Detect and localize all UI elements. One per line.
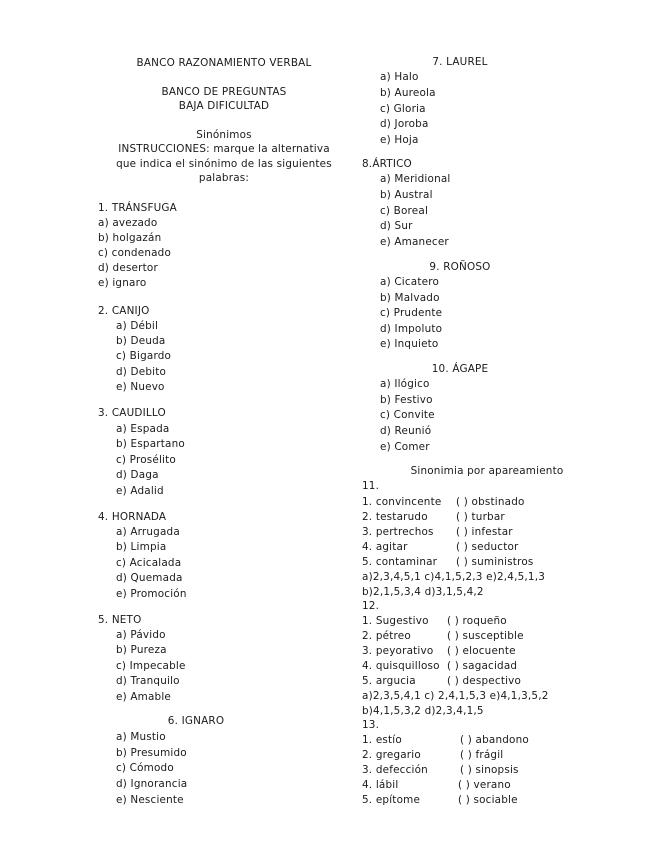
pair-left: 3. defección — [362, 764, 428, 776]
pair-left: 3. peyorativo — [362, 645, 434, 657]
pair-left: 2. pétreo — [362, 630, 411, 642]
option: c) Gloria — [380, 103, 426, 115]
question-title: 9. ROÑOSO — [429, 261, 491, 273]
subtitle-bank: BANCO DE PREGUNTAS — [161, 86, 287, 98]
question-title: 1. TRÁNSFUGA — [98, 202, 177, 214]
option: a) Pávido — [116, 629, 166, 641]
option: a) avezado — [98, 217, 158, 229]
pair-right: ( ) elocuente — [447, 645, 516, 657]
pair-left: 4. quisquilloso — [362, 660, 440, 672]
instructions-line-3: palabras: — [198, 172, 250, 184]
option: b) Festivo — [380, 394, 433, 406]
option: b) Malvado — [380, 292, 440, 304]
option: a) Espada — [116, 423, 170, 435]
question-title: 5. NETO — [98, 614, 142, 626]
answer-line: b)4,1,5,3,2 d)2,3,4,1,5 — [362, 705, 484, 717]
pair-right: ( ) obstinado — [456, 496, 525, 508]
option: e) ignaro — [98, 277, 147, 289]
matching-number: 11. — [362, 480, 380, 492]
option: b) Limpia — [116, 541, 167, 553]
option: e) Nuevo — [116, 381, 165, 393]
pair-left: 4. lábil — [362, 779, 399, 791]
option: b) holgazán — [98, 232, 162, 244]
pair-right: ( ) susceptible — [447, 630, 524, 642]
question-title: 10. ÁGAPE — [431, 363, 489, 375]
pair-right: ( ) turbar — [456, 511, 505, 523]
question-title: 7. LAUREL — [432, 56, 488, 68]
option: d) Reunió — [380, 425, 432, 437]
pair-right: ( ) despectivo — [447, 675, 522, 687]
option: a) Cicatero — [380, 276, 440, 288]
option: b) Aureola — [380, 87, 436, 99]
bank-title: BANCO RAZONAMIENTO VERBAL — [136, 57, 312, 69]
option: b) Presumido — [116, 747, 187, 759]
matching-title: Sinonimia por apareamiento — [410, 465, 564, 477]
option: a) Ilógico — [380, 378, 430, 390]
option: c) Convite — [380, 409, 435, 421]
pair-right: ( ) roqueño — [447, 615, 507, 627]
pair-right: ( ) suministros — [456, 556, 534, 568]
pair-right: ( ) frágil — [460, 749, 504, 761]
option: d) Daga — [116, 469, 159, 481]
pair-left: 4. agitar — [362, 541, 408, 553]
option: b) Espartano — [116, 438, 185, 450]
matching-number: 12. — [362, 600, 380, 612]
option: c) Prosélito — [116, 454, 176, 466]
pair-right: ( ) verano — [458, 779, 511, 791]
answer-line: a)2,3,5,4,1 c) 2,4,1,5,3 e)4,1,3,5,2 — [362, 690, 549, 702]
answer-line: b)2,1,5,3,4 d)3,1,5,4,2 — [362, 586, 484, 598]
option: d) Impoluto — [380, 323, 443, 335]
option: a) Débil — [116, 320, 159, 332]
pair-left: 3. pertrechos — [362, 526, 434, 538]
option: c) Boreal — [380, 205, 429, 217]
option: d) Debito — [116, 366, 167, 378]
option: c) Bigardo — [116, 350, 172, 362]
option: a) Meridional — [380, 173, 451, 185]
option: b) Pureza — [116, 644, 167, 656]
pair-left: 5. epítome — [362, 794, 421, 806]
option: e) Promoción — [116, 588, 187, 600]
option: d) desertor — [98, 262, 158, 274]
option: e) Hoja — [380, 134, 419, 146]
option: d) Joroba — [380, 118, 429, 130]
pair-right: ( ) sociable — [458, 794, 518, 806]
question-title: 4. HORNADA — [98, 511, 167, 523]
option: c) Acicalada — [116, 557, 182, 569]
pair-right: ( ) seductor — [456, 541, 519, 553]
pair-right: ( ) abandono — [460, 734, 529, 746]
option: e) Nesciente — [116, 794, 184, 806]
option: d) Quemada — [116, 572, 183, 584]
pair-right: ( ) sagacidad — [447, 660, 518, 672]
section-title: Sinónimos — [196, 129, 252, 141]
subtitle-difficulty: BAJA DIFICULTAD — [178, 100, 270, 112]
option: e) Amanecer — [380, 236, 449, 248]
pair-left: 2. gregario — [362, 749, 421, 761]
instructions-line-2: que indica el sinónimo de las siguientes — [116, 158, 332, 170]
option: d) Sur — [380, 220, 413, 232]
instructions-line-1: INSTRUCCIONES: marque la alternativa — [118, 143, 330, 155]
option: e) Amable — [116, 691, 172, 703]
pair-left: 1. estío — [362, 734, 402, 746]
option: e) Adalid — [116, 485, 164, 497]
option: c) Prudente — [380, 307, 443, 319]
option: a) Halo — [380, 71, 419, 83]
question-title: 6. IGNARO — [167, 715, 225, 727]
option: d) Ignorancia — [116, 778, 188, 790]
option: e) Comer — [380, 441, 430, 453]
option: e) Inquieto — [380, 338, 439, 350]
matching-number: 13. — [362, 719, 380, 731]
pair-left: 5. argucia — [362, 675, 416, 687]
option: c) Impecable — [116, 660, 186, 672]
option: a) Mustio — [116, 731, 166, 743]
option: a) Arrugada — [116, 526, 180, 538]
pair-left: 5. contaminar — [362, 556, 438, 568]
pair-right: ( ) infestar — [456, 526, 513, 538]
pair-right: ( ) sinopsis — [460, 764, 519, 776]
question-title: 3. CAUDILLO — [98, 407, 166, 419]
pair-left: 1. Sugestivo — [362, 615, 429, 627]
option: b) Austral — [380, 189, 433, 201]
pair-left: 2. testarudo — [362, 511, 428, 523]
question-title: 8.ÁRTICO — [362, 158, 412, 170]
option: c) Cómodo — [116, 762, 174, 774]
option: b) Deuda — [116, 335, 166, 347]
option: d) Tranquilo — [116, 675, 180, 687]
answer-line: a)2,3,4,5,1 c)4,1,5,2,3 e)2,4,5,1,3 — [362, 571, 546, 583]
pair-left: 1. convincente — [362, 496, 442, 508]
option: c) condenado — [98, 247, 172, 259]
question-title: 2. CANIJO — [98, 305, 150, 317]
